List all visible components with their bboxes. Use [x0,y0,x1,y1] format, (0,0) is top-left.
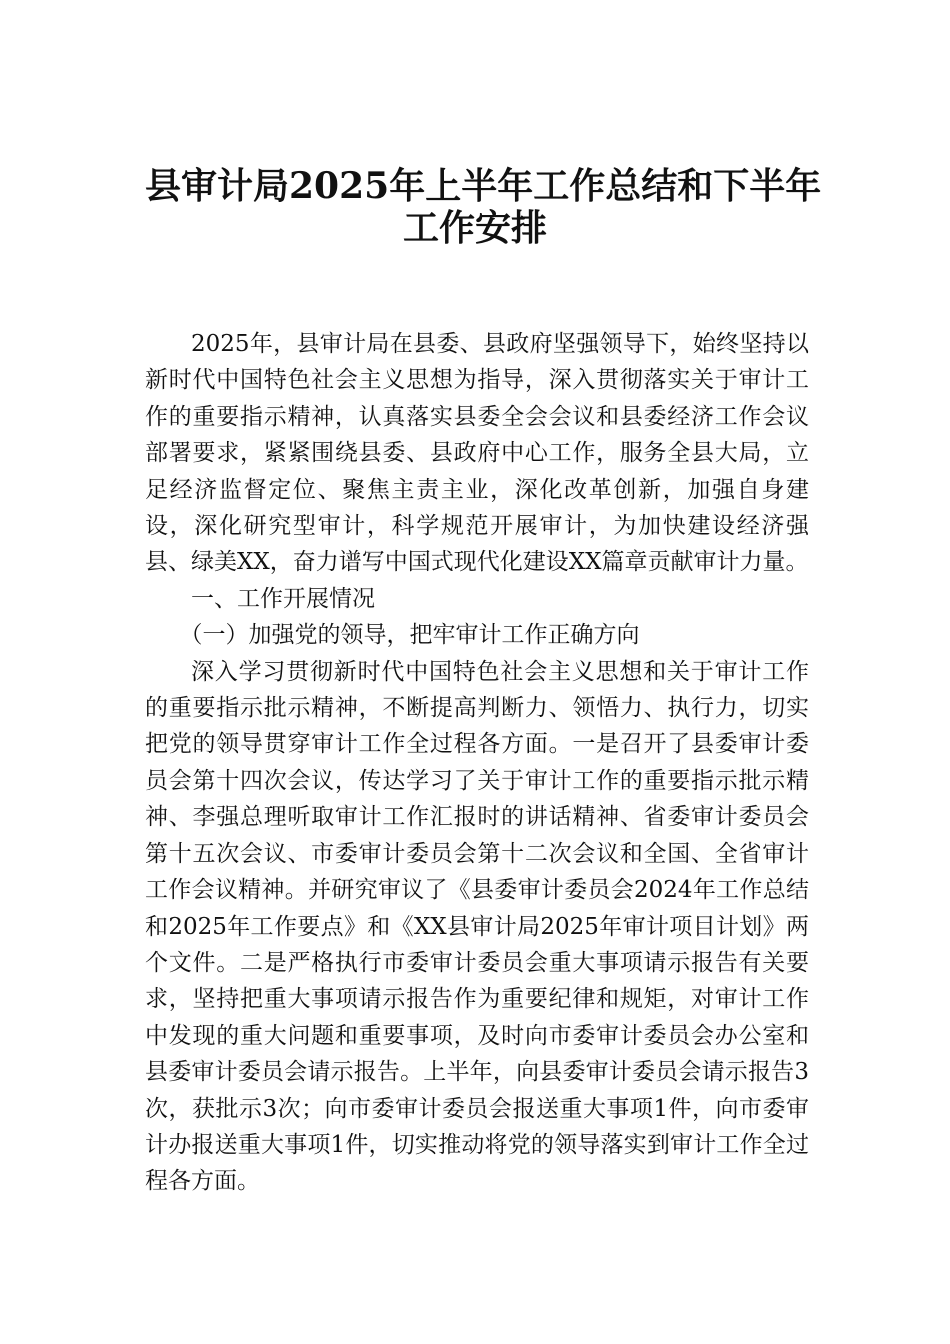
document-title-line-2: 工作安排 [402,207,547,249]
document-body [145,326,809,1200]
subsection-1-paragraph: 深入学习贯彻新时代中国特色社会主义思想和关于审计工作的重要指示批示精神，不断提高判断力、领悟力、执行力，切实把党的领导贯穿审计工作全过程各方面。一是召开了县委审计委员会第十四次会议，传达学习了关于审计工作的重要指示批示精神、李强总理听取审计工作汇报时的讲话精神、省委审计委员会第十五次会议、市委审计委员会第十二次会议和全国、全省审计工作会议精神。并研究审议了《县委审计委员会2024年工作总结和2025年工作要点》和《XX县审计局2025年审计项目计划》两个文件。二是严格执行市委审计委员会重大事项请示报告有关要求，坚持把重大事项请示报告作为重要纪律和规矩，对审计工作中发现的重大问题和重要事项，及时向市委审计委员会办公室和县委审计委员会请示报告。上半年，向县委审计委员会请示报告3次，获批示3次；向市委审计委员会报送重大事项1件，向市委审计办报送重大事项1件，切实推动将党的领导落实到审计工作全过程各方面。 [145,658,809,1195]
section-heading-1: 一、工作开展情况 [191,585,375,612]
subsection-heading-1: （一）加强党的领导，把牢审计工作正确方向 [179,622,640,649]
document-title-line-1: 县审计局2025年上半年工作总结和下半年 [145,165,822,207]
intro-paragraph: 2025年，县审计局在县委、县政府坚强领导下，始终坚持以新时代中国特色社会主义思想为指导，深入贯彻落实关于审计工作的重要指示精神，认真落实县委全会会议和县委经济工作会议部署要求，紧紧围绕县委、县政府中心工作，服务全县大局，立足经济监督定位、聚焦主责主业，深化改革创新，加强自身建设，深化研究型审计，科学规范开展审计，为加快建设经济强县、绿美XX，奋力谱写中国式现代化建设XX篇章贡献审计力量。 [145,331,809,576]
